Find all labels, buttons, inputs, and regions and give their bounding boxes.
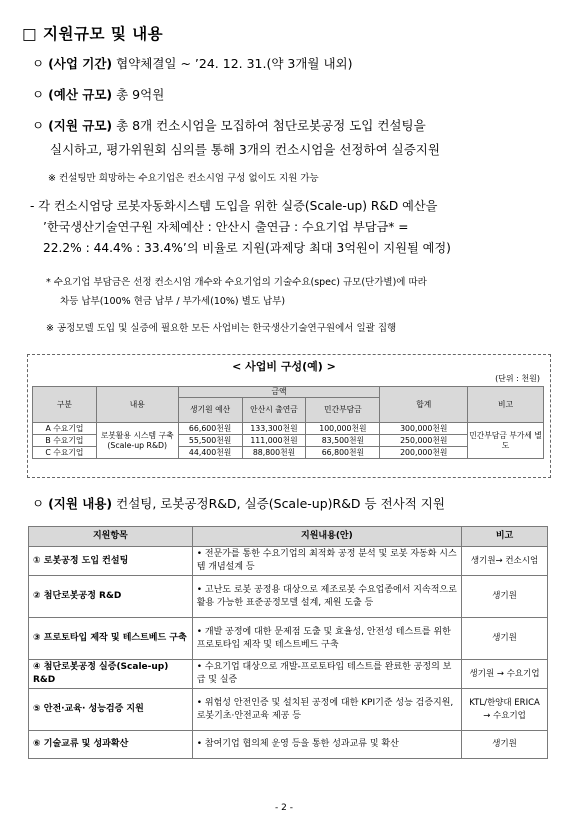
page-number: - 2 - — [275, 803, 293, 813]
content-cell: • 전문가를 통한 수요기업의 최적화 공정 분석 및 로봇 자동화 시스템 개념설계 등 — [192, 547, 461, 576]
budget-table-caption: < 사업비 구성(예) > — [232, 360, 336, 373]
header-item: 지원항목 — [29, 527, 193, 547]
row-private: 66,800천원 — [306, 447, 380, 459]
support-label: (지원 내용) — [48, 496, 113, 511]
note-cell: 생기원 — [462, 576, 548, 618]
note-cell: 생기원 → 수요기업 — [462, 660, 548, 689]
note-burden-line2: 차등 납부(100% 현금 납부 / 부가세(10%) 별도 납부) — [60, 296, 286, 307]
note-cell: 생기원→ 컨소시엄 — [462, 547, 548, 576]
scale-label: (지원 규모) — [48, 118, 113, 133]
row-total: 200,000천원 — [380, 447, 468, 459]
budget-table — [32, 386, 544, 459]
note-merged: 민간부담금 부가세 별도 — [468, 423, 544, 459]
row-total: 300,000천원 — [380, 423, 468, 435]
header-kitech: 생기원 예산 — [178, 398, 242, 423]
dash-line2: ’한국생산기술연구원 자체예산 : 안산시 출연금 : 수요기업 부담금* = — [43, 220, 409, 234]
row-kitech: 44,400천원 — [178, 447, 242, 459]
period-text: 협약체결일 ~ ’24. 12. 31.(약 3개월 내외) — [116, 56, 353, 71]
scale-text-line2: 실시하고, 평가위원회 심의를 통해 3개의 컨소시엄을 선정하여 실증지원 — [50, 142, 440, 157]
bullet-mark: ㅇ — [32, 496, 45, 511]
header-total: 합계 — [380, 387, 468, 423]
note-cell: KTL/한양대 ERICA → 수요기업 — [462, 689, 548, 731]
note-cell: 생기원 — [462, 731, 548, 759]
item-cell: ② 첨단로봇공정 R&D — [29, 576, 193, 618]
row-private: 83,500천원 — [306, 435, 380, 447]
header-support-content: 지원내용(안) — [192, 527, 461, 547]
header-gubun: 구분 — [33, 387, 97, 423]
budget-label: (예산 규모) — [48, 87, 113, 102]
item-cell: ⑥ 기술교류 및 성과확산 — [29, 731, 193, 759]
dash-line1: - 각 컨소시엄당 로봇자동화시스템 도입을 위한 실증(Scale-up) R&D 예산을 — [30, 199, 438, 213]
header-content: 내용 — [96, 387, 178, 423]
header-note: 비고 — [468, 387, 544, 423]
row-ansan: 133,300천원 — [242, 423, 306, 435]
budget-table-unit: (단위 : 천원) — [495, 374, 540, 383]
header-private: 민간부담금 — [306, 398, 380, 423]
note-all: ※ 공정모델 도입 및 실증에 필요한 모든 사업비는 한국생산기술연구원에서 일괄 집행 — [46, 323, 397, 334]
item-cell: ③ 프로토타입 제작 및 테스트베드 구축 — [29, 618, 193, 660]
bullet-mark: ㅇ — [32, 118, 45, 133]
note-consulting: ※ 컨설팅만 희망하는 수요기업은 컨소시엄 구성 없이도 지원 가능 — [48, 173, 319, 184]
note-burden — [46, 276, 556, 308]
bullet-mark: ㅇ — [32, 87, 45, 102]
scale-line — [32, 118, 426, 134]
period-label: (사업 기간) — [48, 56, 113, 71]
content-cell: • 참여기업 협의체 운영 등을 통한 성과교류 및 확산 — [192, 731, 461, 759]
dash-paragraph — [30, 196, 550, 259]
row-ansan: 88,800천원 — [242, 447, 306, 459]
row-total: 250,000천원 — [380, 435, 468, 447]
note-burden-line1: * 수요기업 부담금은 선정 컨소시엄 개수와 수요기업의 기술수요(spec) 규모(단가별)에 따라 — [46, 277, 427, 288]
support-table — [28, 526, 548, 759]
section-heading: □ 지원규모 및 내용 — [22, 25, 164, 43]
content-cell: • 고난도 로봇 공정용 대상으로 제조로봇 수요업종에서 지속적으로 활용 가능한 표준공정모델 설계, 제원 도출 등 — [192, 576, 461, 618]
budget-text: 총 9억원 — [116, 87, 165, 102]
item-cell: ① 로봇공정 도입 컨설팅 — [29, 547, 193, 576]
content-cell: • 위험성 안전인증 및 설치된 공정에 대한 KPI기준 성능 검증지원, 로봇기초·안전교육 제공 등 — [192, 689, 461, 731]
content-merged: 로봇활용 시스템 구축 (Scale-up R&D) — [96, 423, 178, 459]
period-line — [32, 56, 353, 72]
item-cell: ⑤ 안전·교육· 성능검증 지원 — [29, 689, 193, 731]
content-cell: • 수요기업 대상으로 개발-프로토타입 테스트를 완료한 공정의 보급 및 실증 — [192, 660, 461, 689]
item-cell: ④ 첨단로봇공정 실증(Scale-up) R&D — [29, 660, 193, 689]
dash-line3: 22.2% : 44.4% : 33.4%’의 비율로 지원(과제당 최대 3억원이 지원될 예정) — [43, 241, 451, 255]
row-gubun: B 수요기업 — [33, 435, 97, 447]
header-ansan: 안산시 출연금 — [242, 398, 306, 423]
scale-text-line1: 총 8개 컨소시엄을 모집하여 첨단로봇공정 도입 컨설팅을 — [116, 118, 426, 133]
row-private: 100,000천원 — [306, 423, 380, 435]
row-ansan: 111,000천원 — [242, 435, 306, 447]
header-amount: 금액 — [178, 387, 380, 398]
support-line — [32, 496, 445, 512]
bullet-mark: ㅇ — [32, 56, 45, 71]
content-cell: • 개발 공정에 대한 문제점 도출 및 효율성, 안전성 테스트를 위한 프로토타입 제작 및 테스트베드 구축 — [192, 618, 461, 660]
row-gubun: C 수요기업 — [33, 447, 97, 459]
note-cell: 생기원 — [462, 618, 548, 660]
row-kitech: 55,500천원 — [178, 435, 242, 447]
row-kitech: 66,600천원 — [178, 423, 242, 435]
row-gubun: A 수요기업 — [33, 423, 97, 435]
header-support-note: 비고 — [462, 527, 548, 547]
budget-line — [32, 87, 164, 103]
support-text: 컨설팅, 로봇공정R&D, 실증(Scale-up)R&D 등 전사적 지원 — [116, 496, 445, 511]
